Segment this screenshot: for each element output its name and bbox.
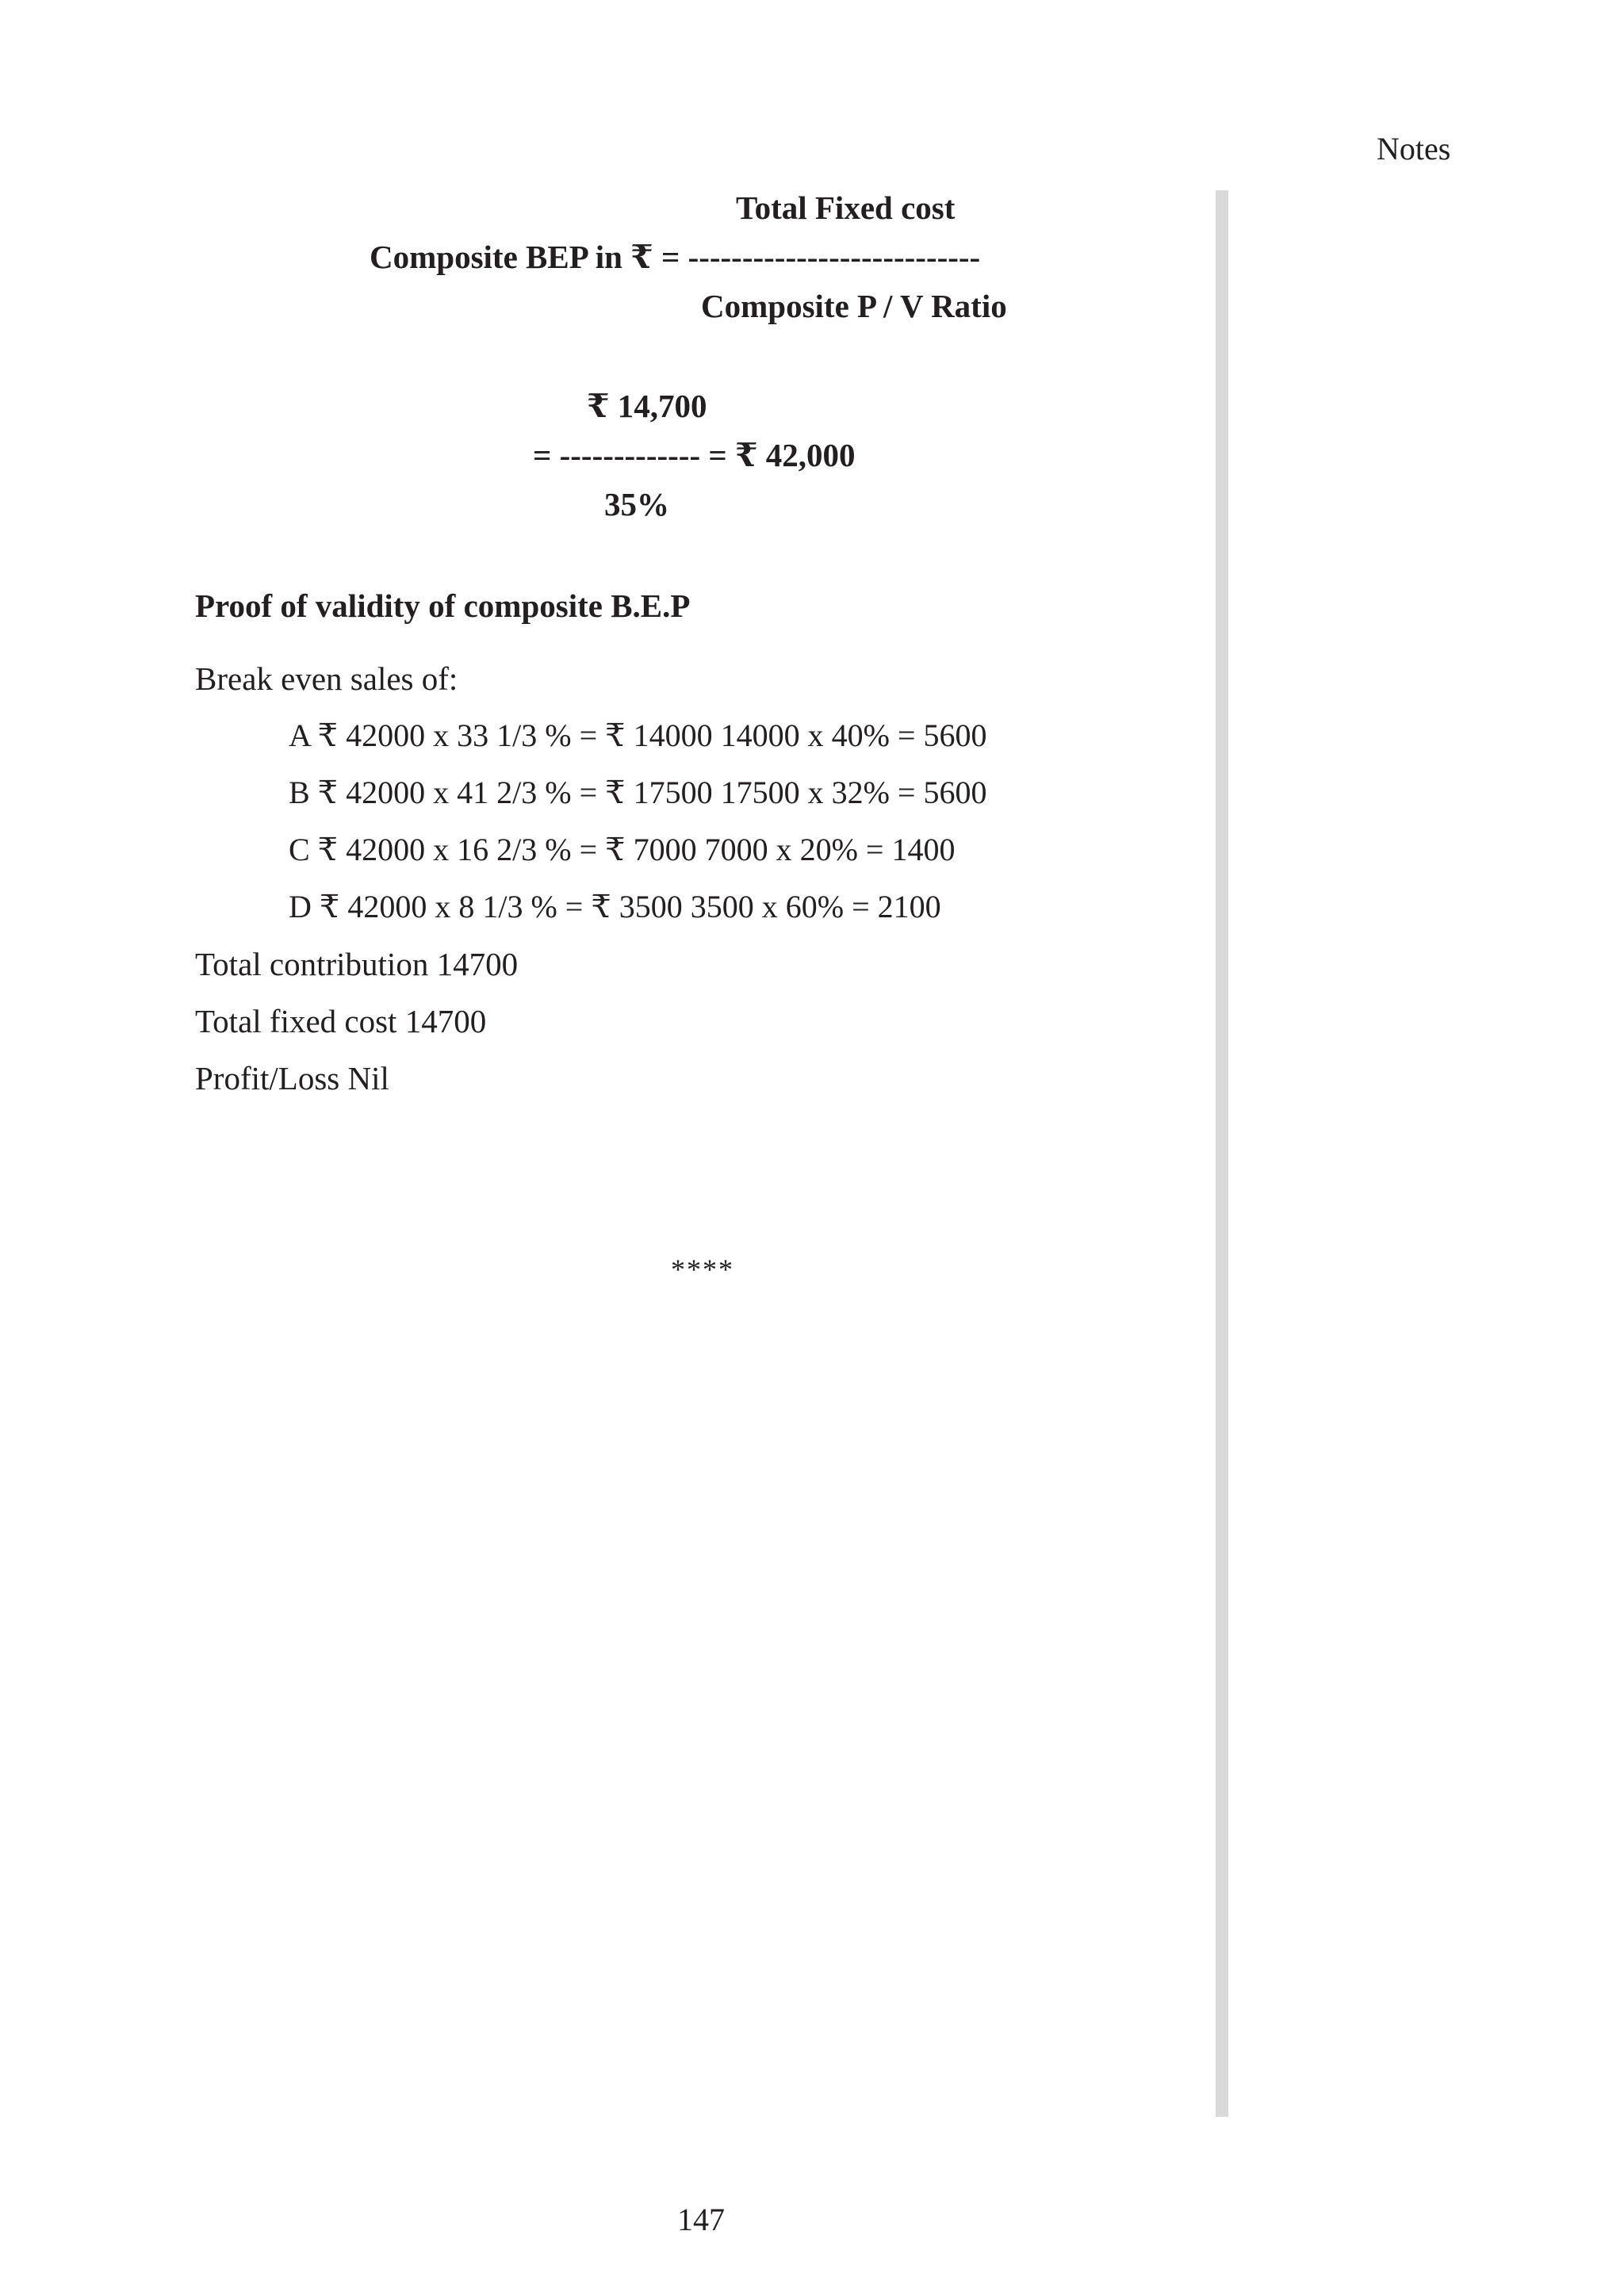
total-contribution: Total contribution 14700 xyxy=(195,946,519,982)
break-even-row-b: B ₹ 42000 x 41 2/3 % = ₹ 17500 17500 x 32% = 5600 xyxy=(289,775,987,810)
proof-heading: Proof of validity of composite B.E.P xyxy=(195,587,691,624)
break-even-row-c: C ₹ 42000 x 16 2/3 % = ₹ 7000 7000 x 20% = 1400 xyxy=(289,832,956,867)
total-fixed-cost: Total fixed cost 14700 xyxy=(195,1003,487,1039)
calculation-numerator: ₹ 14,700 xyxy=(587,388,707,424)
profit-loss: Profit/Loss Nil xyxy=(195,1060,389,1096)
break-even-row-d: D ₹ 42000 x 8 1/3 % = ₹ 3500 3500 x 60% = 2100 xyxy=(289,889,941,924)
notes-margin-rule xyxy=(1216,190,1228,2117)
formula-lhs: Composite BEP in ₹ = --------------------------- xyxy=(370,239,981,275)
break-even-intro: Break even sales of: xyxy=(195,660,458,697)
section-end-marker: **** xyxy=(671,1253,734,1285)
formula-numerator: Total Fixed cost xyxy=(736,189,956,226)
page-number: 147 xyxy=(677,2202,725,2237)
notes-margin-label: Notes xyxy=(1377,131,1451,166)
break-even-row-a: A ₹ 42000 x 33 1/3 % = ₹ 14000 14000 x 40% = 5600 xyxy=(289,718,987,753)
calculation-denominator: 35% xyxy=(604,486,669,522)
formula-denominator: Composite P / V Ratio xyxy=(701,288,1007,324)
calculation-result: = ------------- = ₹ 42,000 xyxy=(533,437,856,473)
